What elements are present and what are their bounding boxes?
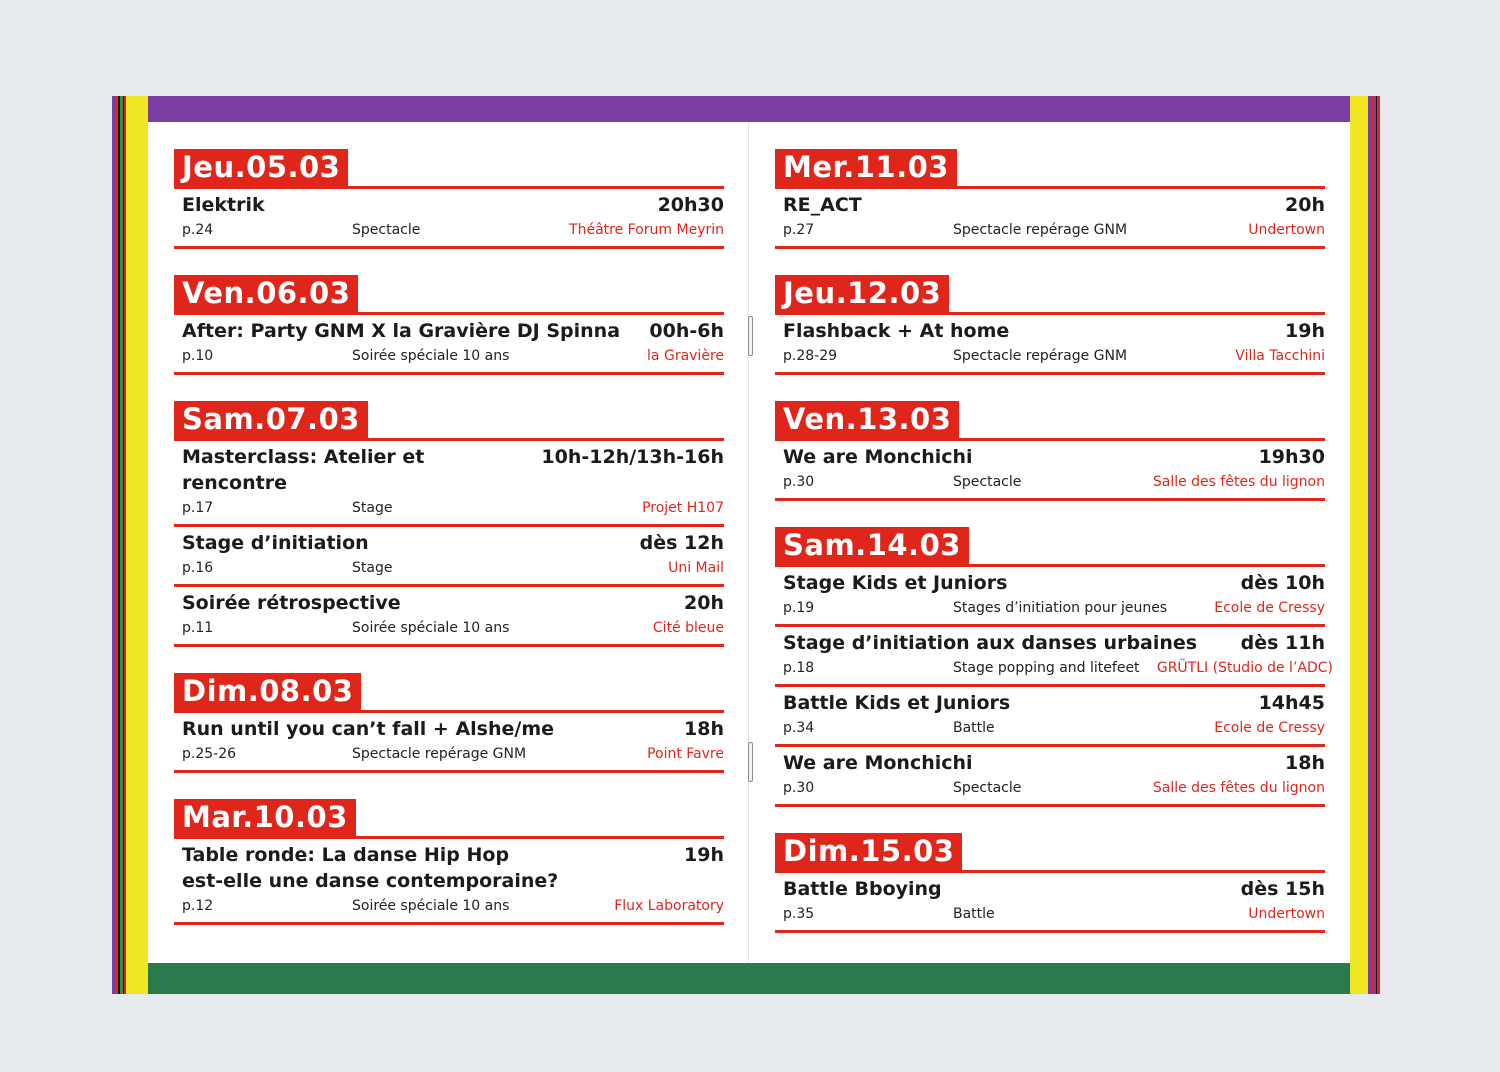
day-header (775, 401, 1325, 441)
event-row (174, 713, 724, 773)
event-title: We are Monchichi (783, 446, 973, 468)
event-time: 10h-12h/13h-16h (541, 446, 724, 468)
day-date-label: Sam.14.03 (775, 527, 969, 564)
event-title: Masterclass: Atelier et rencontre (182, 446, 425, 494)
event-row (775, 687, 1325, 747)
event-row (775, 441, 1325, 501)
event-page-ref: p.24 (182, 222, 214, 238)
event-venue: Ecole de Cressy (1214, 600, 1325, 616)
day-block (174, 673, 724, 773)
day-block (174, 149, 724, 249)
event-time: 00h-6h (649, 320, 724, 342)
event-type: Spectacle repérage GNM (352, 746, 527, 762)
event-page-ref: p.28-29 (783, 348, 838, 364)
event-time: 19h (1285, 320, 1325, 342)
event-time: 14h45 (1258, 692, 1325, 714)
day-block (775, 275, 1325, 375)
event-venue: Salle des fêtes du lignon (1152, 474, 1325, 490)
booklet-left-edge (112, 96, 148, 994)
event-row (174, 315, 724, 375)
event-title: Stage d’initiation (182, 532, 369, 554)
event-venue: Théâtre Forum Meyrin (569, 222, 724, 238)
purple-top-band (148, 96, 1350, 122)
event-type: Spectacle (953, 780, 1022, 796)
day-date-label: Ven.13.03 (775, 401, 959, 438)
event-type: Spectacle repérage GNM (953, 348, 1128, 364)
event-venue: Salle des fêtes du lignon (1152, 780, 1325, 796)
right-page-schedule (775, 149, 1333, 959)
event-title: Stage d’initiation aux danses urbaines (783, 632, 1198, 654)
event-type: Stage (352, 500, 393, 516)
day-date-label: Jeu.05.03 (174, 149, 348, 186)
event-type: Battle (953, 906, 995, 922)
event-page-ref: p.34 (783, 720, 815, 736)
event-row (174, 189, 724, 249)
day-block (775, 401, 1325, 501)
event-type: Soirée spéciale 10 ans (352, 348, 510, 364)
event-title: RE_ACT (783, 194, 862, 216)
booklet-right-edge (1350, 96, 1380, 994)
event-title: Battle Kids et Juniors (783, 692, 1011, 714)
event-page-ref: p.27 (783, 222, 815, 238)
event-venue: Cité bleue (652, 620, 724, 636)
day-header (174, 401, 724, 441)
event-type: Battle (953, 720, 995, 736)
day-block (775, 833, 1325, 933)
event-time: dès 15h (1240, 878, 1325, 900)
event-venue: Undertown (1248, 906, 1325, 922)
day-date-label: Ven.06.03 (174, 275, 358, 312)
event-venue: Villa Tacchini (1235, 348, 1325, 364)
event-venue: Ecole de Cressy (1214, 720, 1325, 736)
day-date-label: Jeu.12.03 (775, 275, 949, 312)
event-row (775, 873, 1325, 933)
event-time: 19h (684, 844, 724, 866)
day-block (174, 401, 724, 647)
event-row (775, 189, 1325, 249)
event-page-ref: p.35 (783, 906, 815, 922)
event-row (775, 315, 1325, 375)
event-time: 18h (1285, 752, 1325, 774)
day-date-label: Sam.07.03 (174, 401, 368, 438)
event-title: Run until you can’t fall + Alshe/me (182, 718, 555, 740)
center-fold (748, 122, 749, 963)
event-time: 18h (684, 718, 724, 740)
event-row (174, 441, 724, 527)
event-time: 20h30 (657, 194, 724, 216)
event-venue: GRÜTLI (Studio de l’ADC) (1156, 660, 1333, 676)
event-page-ref: p.18 (783, 660, 815, 676)
event-time: dès 11h (1240, 632, 1325, 654)
event-type: Stages d’initiation pour jeunes (953, 600, 1168, 616)
day-date-label: Dim.15.03 (775, 833, 962, 870)
event-time: 20h (1285, 194, 1325, 216)
event-type: Soirée spéciale 10 ans (352, 898, 510, 914)
event-title: Table ronde: La danse Hip Hop est-elle une danse contemporaine? (182, 844, 559, 892)
day-header (174, 275, 724, 315)
event-page-ref: p.19 (783, 600, 815, 616)
event-venue: Point Favre (647, 746, 724, 762)
event-page-ref: p.17 (182, 500, 214, 516)
event-page-ref: p.30 (783, 780, 815, 796)
event-title: Soirée rétrospective (182, 592, 401, 614)
day-block (174, 799, 724, 925)
day-date-label: Dim.08.03 (174, 673, 361, 710)
day-header (775, 149, 1325, 189)
event-title: Flashback + At home (783, 320, 1010, 342)
event-row (174, 587, 724, 647)
day-block (775, 149, 1325, 249)
event-type: Soirée spéciale 10 ans (352, 620, 510, 636)
green-bottom-band (148, 963, 1350, 994)
event-page-ref: p.12 (182, 898, 214, 914)
event-type: Spectacle repérage GNM (953, 222, 1128, 238)
day-header (174, 799, 724, 839)
event-time: 19h30 (1258, 446, 1325, 468)
event-page-ref: p.16 (182, 560, 214, 576)
event-row (174, 527, 724, 587)
event-page-ref: p.10 (182, 348, 214, 364)
event-time: 20h (684, 592, 724, 614)
event-title: Elektrik (182, 194, 265, 216)
event-time: dès 12h (639, 532, 724, 554)
event-venue: Uni Mail (668, 560, 724, 576)
event-page-ref: p.25-26 (182, 746, 237, 762)
event-title: Stage Kids et Juniors (783, 572, 1008, 594)
event-row (775, 747, 1325, 807)
event-type: Stage (352, 560, 393, 576)
event-type: Spectacle (953, 474, 1022, 490)
event-type: Stage popping and litefeet (953, 660, 1140, 676)
event-title: Battle Bboying (783, 878, 942, 900)
day-block (775, 527, 1333, 807)
day-date-label: Mer.11.03 (775, 149, 957, 186)
event-time: dès 10h (1240, 572, 1325, 594)
day-header (775, 275, 1325, 315)
event-page-ref: p.30 (783, 474, 815, 490)
day-date-label: Mar.10.03 (174, 799, 356, 836)
event-venue: Undertown (1248, 222, 1325, 238)
day-block (174, 275, 724, 375)
event-venue: Projet H107 (642, 500, 724, 516)
event-title: We are Monchichi (783, 752, 973, 774)
day-header (174, 149, 724, 189)
day-header (775, 527, 1325, 567)
event-venue: Flux Laboratory (614, 898, 724, 914)
event-page-ref: p.11 (182, 620, 214, 636)
event-row (775, 627, 1333, 687)
event-type: Spectacle (352, 222, 421, 238)
day-header (775, 833, 1325, 873)
event-venue: la Gravière (647, 348, 724, 364)
staple-top (748, 316, 753, 356)
event-row (174, 839, 724, 925)
event-row (775, 567, 1325, 627)
staple-bottom (748, 742, 753, 782)
day-header (174, 673, 724, 713)
event-title: After: Party GNM X la Gravière DJ Spinna (182, 320, 621, 342)
left-page-schedule (174, 149, 724, 951)
